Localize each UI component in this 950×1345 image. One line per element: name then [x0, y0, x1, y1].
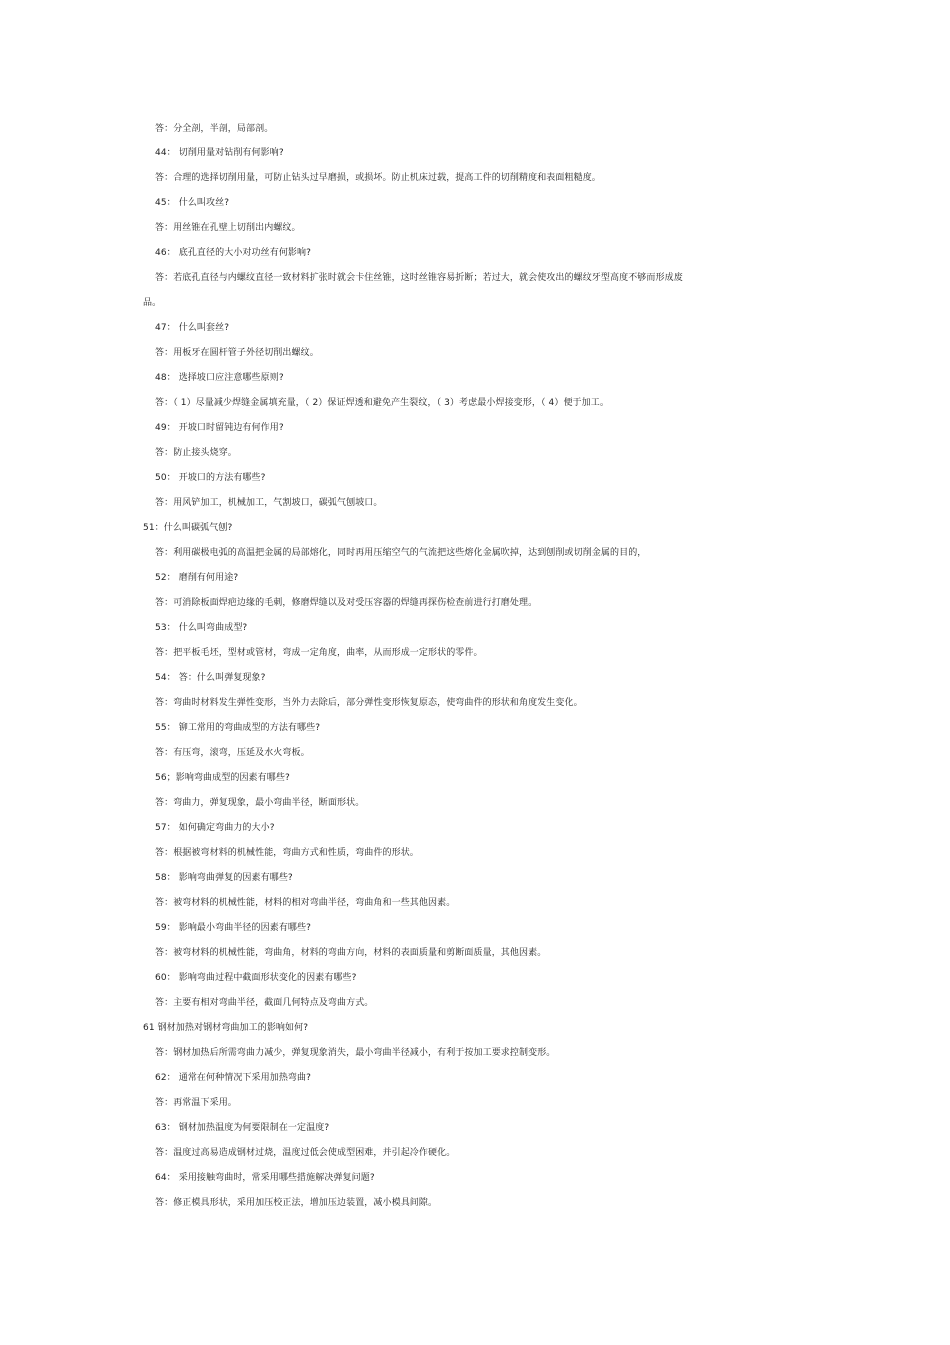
question-44: 44： 切削用量对钻削有何影响? [155, 148, 284, 158]
answer-line: 答：分全剖，半剖，局部剖。 [155, 124, 274, 134]
answer-61: 答：钢材加热后所需弯曲力减少，弹复现象消失，最小弯曲半径减小，有利于按加工要求控制变形。 [155, 1048, 556, 1058]
question-64: 64： 采用接触弯曲时，常采用哪些措施解决弹复问题? [155, 1173, 375, 1183]
answer-52: 答：可消除板面焊疤边缘的毛刺，修磨焊缝以及对受压容器的焊缝再探伤检查前进行打磨处理。 [155, 598, 538, 608]
question-55: 55： 铆工常用的弯曲成型的方法有哪些? [155, 723, 321, 733]
question-45: 45： 什么叫攻丝? [155, 198, 230, 208]
question-59: 59： 影响最小弯曲半径的因素有哪些? [155, 923, 311, 933]
question-50: 50： 开坡口的方法有哪些? [155, 473, 266, 483]
question-61: 61 钢材加热对钢材弯曲加工的影响如何? [143, 1023, 309, 1033]
answer-60: 答：主要有相对弯曲半径，截面几何特点及弯曲方式。 [155, 998, 374, 1008]
answer-51: 答：利用碳极电弧的高温把金属的局部熔化，同时再用压缩空气的气流把这些熔化金属吹掉，达到刨削或切削金属的目的， [155, 548, 647, 558]
question-47: 47： 什么叫套丝? [155, 323, 230, 333]
answer-62: 答：再常温下采用。 [155, 1098, 237, 1108]
question-63: 63： 钢材加热温度为何要限制在一定温度? [155, 1123, 330, 1133]
question-49: 49： 开坡口时留钝边有何作用? [155, 423, 284, 433]
question-48: 48： 选择坡口应注意哪些原则? [155, 373, 284, 383]
answer-54: 答：弯曲时材料发生弹性变形，当外力去除后，部分弹性变形恢复原态，使弯曲件的形状和角度发生变化。 [155, 698, 583, 708]
answer-50: 答：用风铲加工，机械加工，气割坡口，碳弧气刨坡口。 [155, 498, 383, 508]
answer-45: 答：用丝锥在孔壁上切削出内螺纹。 [155, 223, 301, 233]
answer-58: 答：被弯材料的机械性能，材料的相对弯曲半径，弯曲角和一些其他因素。 [155, 898, 456, 908]
question-51: 51：什么叫碳弧气刨? [143, 523, 233, 533]
question-57: 57： 如何确定弯曲力的大小? [155, 823, 275, 833]
answer-49: 答：防止接头烧穿。 [155, 448, 237, 458]
answer-56: 答：弯曲力，弹复现象，最小弯曲半径，断面形状。 [155, 798, 365, 808]
answer-44: 答：合理的选择切削用量，可防止钻头过早磨损，或损坏。防止机床过载，提高工件的切削精度和表面粗糙度。 [155, 173, 601, 183]
answer-48: 答：（ 1）尽量减少焊缝金属填充量，（ 2）保证焊透和避免产生裂纹，（ 3）考虑最小焊接变形，（ 4）便于加工。 [155, 398, 609, 408]
question-54: 54： 答：什么叫弹复现象? [155, 673, 266, 683]
question-52: 52： 磨削有何用途? [155, 573, 239, 583]
answer-53: 答：把平板毛坯，型材或管材，弯成一定角度，曲率，从而形成一定形状的零件。 [155, 648, 483, 658]
question-60: 60： 影响弯曲过程中截面形状变化的因素有哪些? [155, 973, 357, 983]
question-53: 53： 什么叫弯曲成型? [155, 623, 248, 633]
answer-63: 答：温度过高易造成钢材过烧，温度过低会使成型困难，并引起冷作硬化。 [155, 1148, 456, 1158]
answer-59: 答：被弯材料的机械性能，弯曲角，材料的弯曲方向，材料的表面质量和剪断面质量，其他因素。 [155, 948, 547, 958]
question-56: 56；影响弯曲成型的因素有哪些? [155, 773, 290, 783]
answer-57: 答：根据被弯材料的机械性能，弯曲方式和性质，弯曲件的形状。 [155, 848, 419, 858]
question-46: 46： 底孔直径的大小对功丝有何影响? [155, 248, 311, 258]
answer-46: 答：若底孔直径与内螺纹直径一致材料扩张时就会卡住丝锥，这时丝锥容易折断；若过大，就会使攻出的螺纹牙型高度不够而形成废 [155, 273, 683, 283]
question-62: 62： 通常在何种情况下采用加热弯曲? [155, 1073, 311, 1083]
answer-46-continuation: 品。 [143, 298, 162, 308]
answer-47: 答：用板牙在圆杆管子外径切削出螺纹。 [155, 348, 319, 358]
question-58: 58： 影响弯曲弹复的因素有哪些? [155, 873, 293, 883]
answer-55: 答：有压弯，滚弯，压延及水火弯板。 [155, 748, 310, 758]
answer-64: 答：修正模具形状，采用加压校正法，增加压边装置，减小模具间隙。 [155, 1198, 438, 1208]
